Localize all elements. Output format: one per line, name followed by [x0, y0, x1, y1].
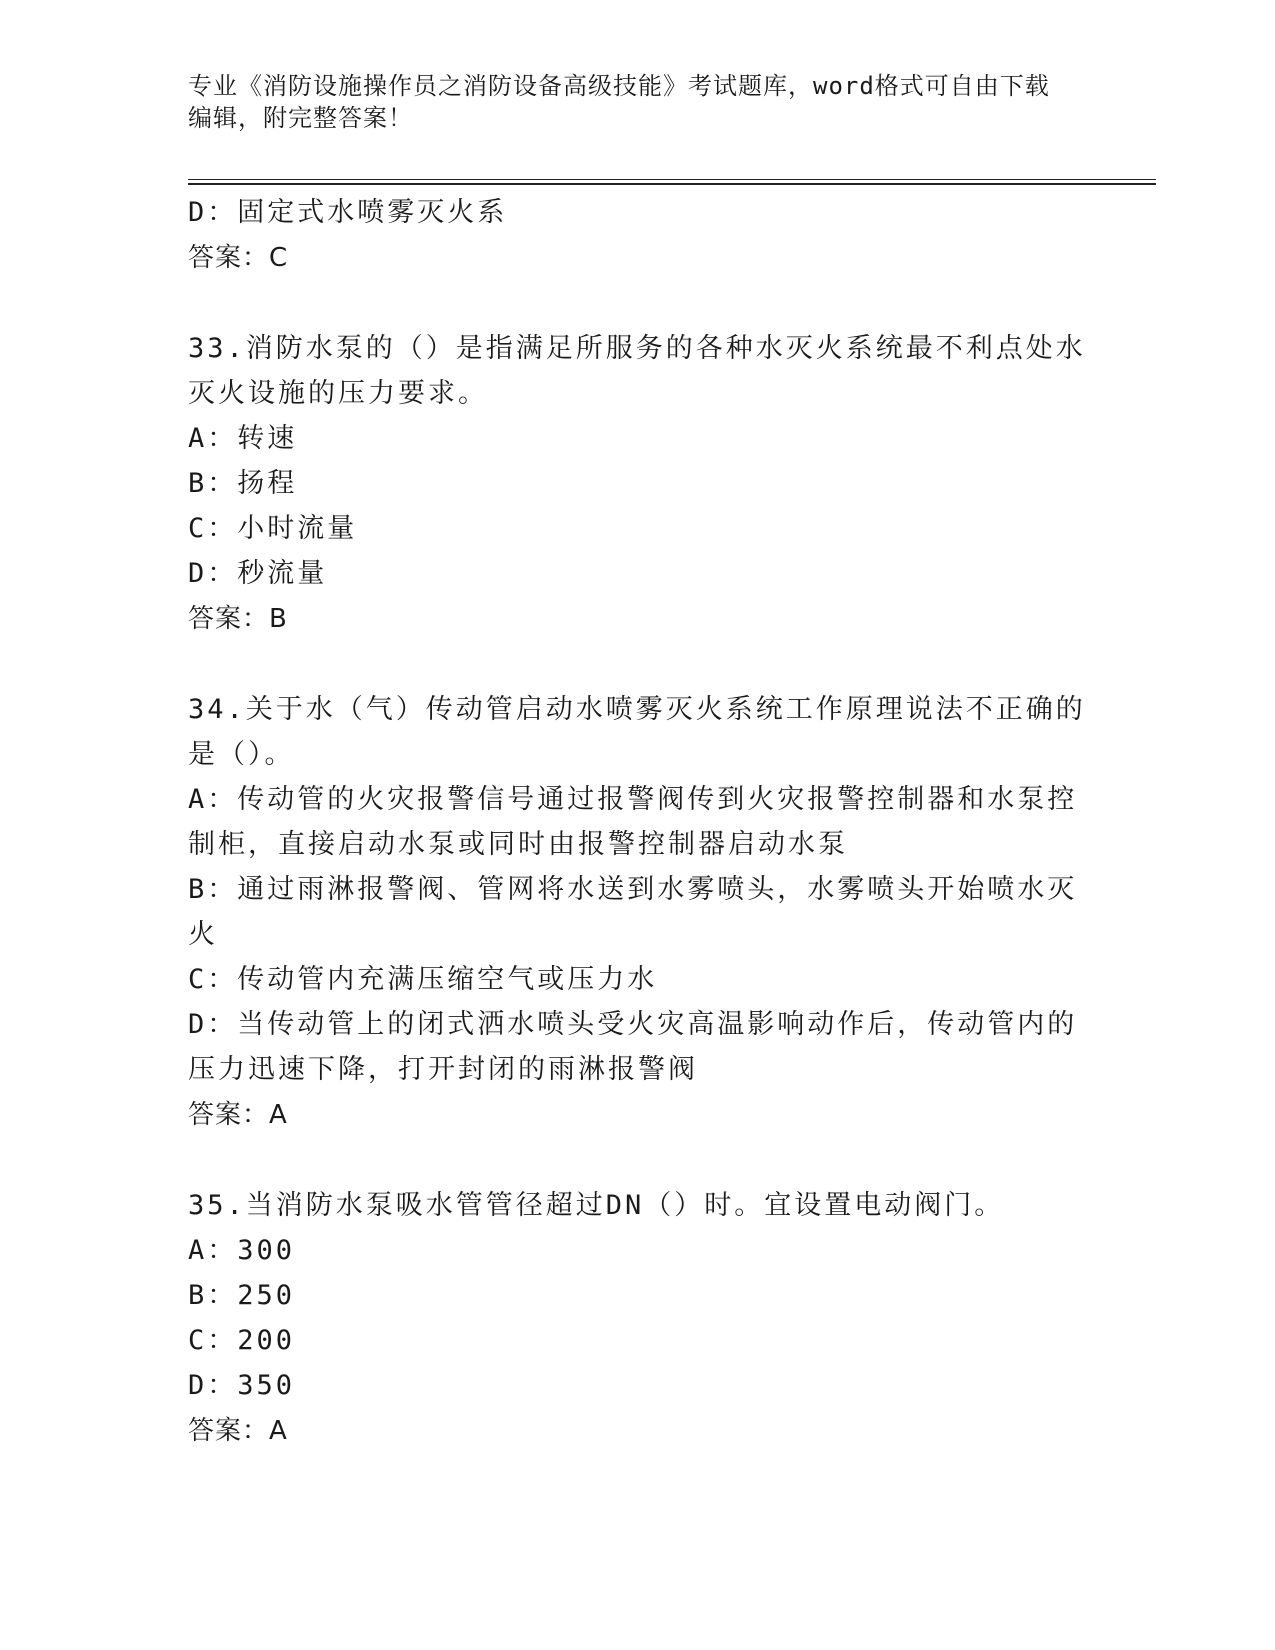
option-a: A：传动管的火灾报警信号通过报警阀传到火灾报警控制器和水泵控制柜，直接启动水泵或同时由报警控制器启动水泵	[188, 784, 1078, 860]
question-stem: 34.关于水（气）传动管启动水喷雾灭火系统工作原理说法不正确的是（）。	[188, 694, 1086, 770]
answer: 答案：B	[188, 604, 288, 634]
header-divider-top	[188, 179, 1156, 180]
spacer	[188, 642, 1088, 687]
option-c: C：传动管内充满压缩空气或压力水	[188, 964, 658, 995]
option-b: B：250	[188, 1280, 296, 1311]
question-35	[188, 1183, 1088, 1454]
spacer	[188, 281, 1088, 326]
header-divider-bottom	[188, 183, 1156, 185]
option-d: D：350	[188, 1370, 296, 1401]
prev-answer: 答案：C	[188, 243, 289, 273]
option-b: B：通过雨淋报警阀、管网将水送到水雾喷头，水雾喷头开始喷水灭火	[188, 874, 1078, 950]
prev-option-d: D：固定式水喷雾灭火系	[188, 197, 508, 228]
option-c: C：小时流量	[188, 513, 358, 544]
option-c: C：200	[188, 1325, 296, 1356]
answer: 答案：A	[188, 1100, 288, 1130]
question-34	[188, 687, 1088, 1138]
option-b: B：扬程	[188, 468, 298, 499]
option-d: D：当传动管上的闭式洒水喷头受火灾高温影响动作后，传动管内的压力迅速下降，打开封闭的雨淋报警阀	[188, 1009, 1078, 1085]
option-d: D：秒流量	[188, 558, 328, 589]
option-a: A：转速	[188, 423, 298, 454]
spacer	[188, 1138, 1088, 1183]
document-header: 专业《消防设施操作员之消防设备高级技能》考试题库，word格式可自由下载编辑，附完整答案！	[188, 72, 1050, 132]
question-33	[188, 326, 1088, 642]
question-content	[188, 190, 1088, 1454]
option-a: A：300	[188, 1235, 296, 1266]
question-stem: 35.当消防水泵吸水管管径超过DN（）时。宜设置电动阀门。	[188, 1190, 1005, 1221]
question-stem: 33.消防水泵的（）是指满足所服务的各种水灭火系统最不利点处水灭火设施的压力要求。	[188, 333, 1086, 409]
answer: 答案：A	[188, 1416, 288, 1446]
